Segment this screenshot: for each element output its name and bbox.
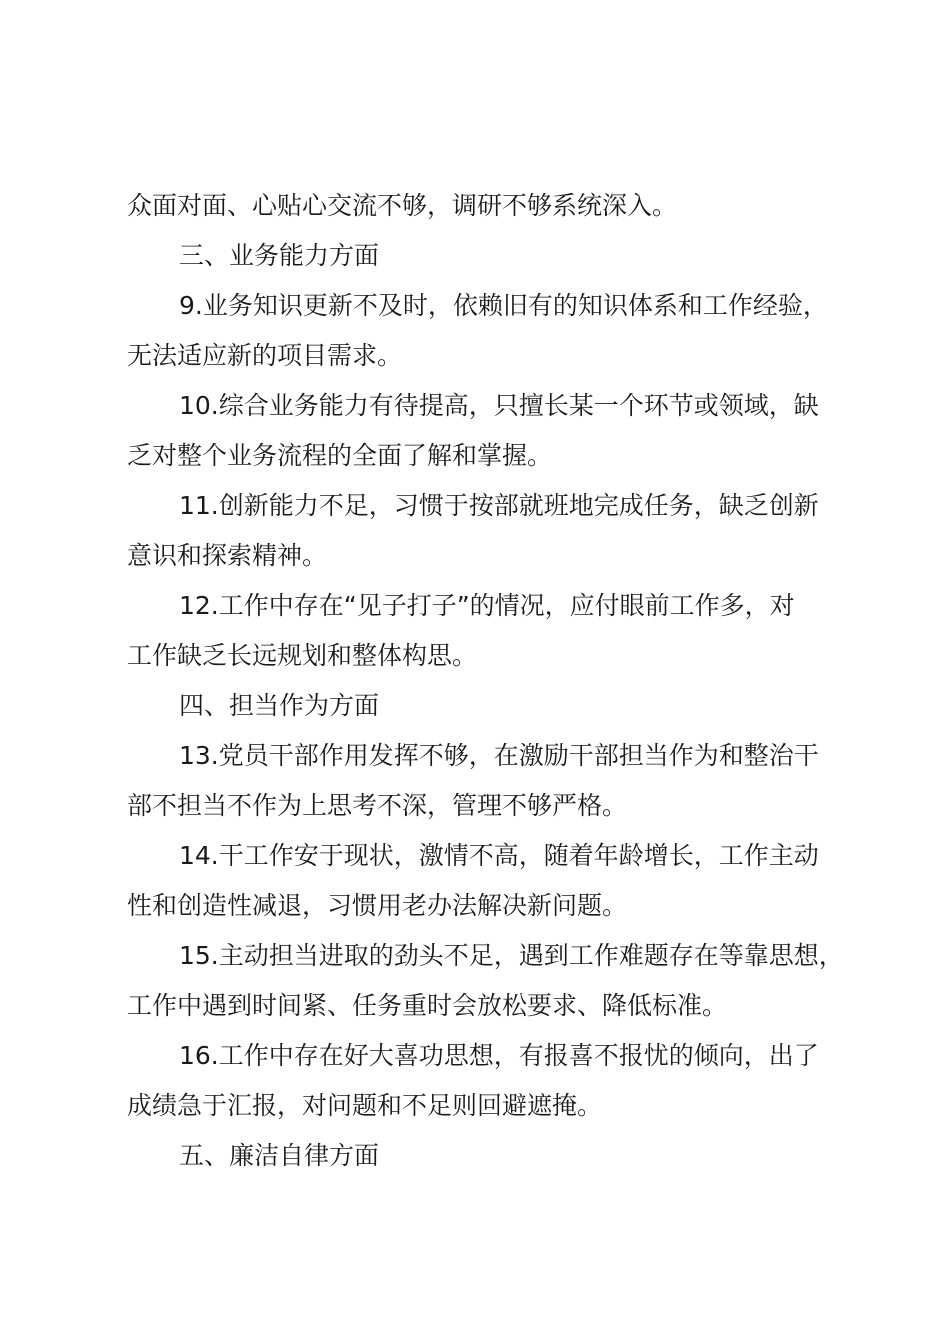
text-line: 部不担当不作为上思考不深，管理不够严格。	[127, 791, 628, 820]
text-line: 15.主动担当进取的劲头不足，遇到工作难题存在等靠思想，	[179, 941, 844, 970]
text-line: 意识和探索精神。	[127, 541, 328, 570]
section-heading-responsibility: 四、担当作为方面	[179, 691, 380, 720]
document-body	[127, 181, 857, 1181]
text-line: 成绩急于汇报，对问题和不足则回避遮掩。	[127, 1091, 603, 1120]
text-line: 乏对整个业务流程的全面了解和掌握。	[127, 441, 553, 470]
text-line: 无法适应新的项目需求。	[127, 341, 403, 370]
text-line: 16.工作中存在好大喜功思想，有报喜不报忧的倾向，出了	[179, 1041, 819, 1070]
text-line: 13.党员干部作用发挥不够，在激励干部担当作为和整治干	[179, 741, 819, 770]
text-line: 工作缺乏长远规划和整体构思。	[127, 641, 478, 670]
text-line: 10.综合业务能力有待提高，只擅长某一个环节或领域，缺	[179, 391, 819, 420]
text-line: 众面对面、心贴心交流不够，调研不够系统深入。	[127, 191, 678, 220]
section-heading-business-ability: 三、业务能力方面	[179, 241, 380, 270]
text-line: 性和创造性减退，习惯用老办法解决新问题。	[127, 891, 628, 920]
text-line: 工作中遇到时间紧、任务重时会放松要求、降低标准。	[127, 991, 728, 1020]
text-line: 14.干工作安于现状，激情不高，随着年龄增长，工作主动	[179, 841, 819, 870]
text-line: 9.业务知识更新不及时，依赖旧有的知识体系和工作经验，	[179, 291, 828, 320]
text-line: 11.创新能力不足，习惯于按部就班地完成任务，缺乏创新	[179, 491, 819, 520]
section-heading-integrity: 五、廉洁自律方面	[179, 1141, 380, 1170]
text-line: 12.工作中存在“见子打子”的情况，应付眼前工作多，对	[179, 591, 795, 620]
